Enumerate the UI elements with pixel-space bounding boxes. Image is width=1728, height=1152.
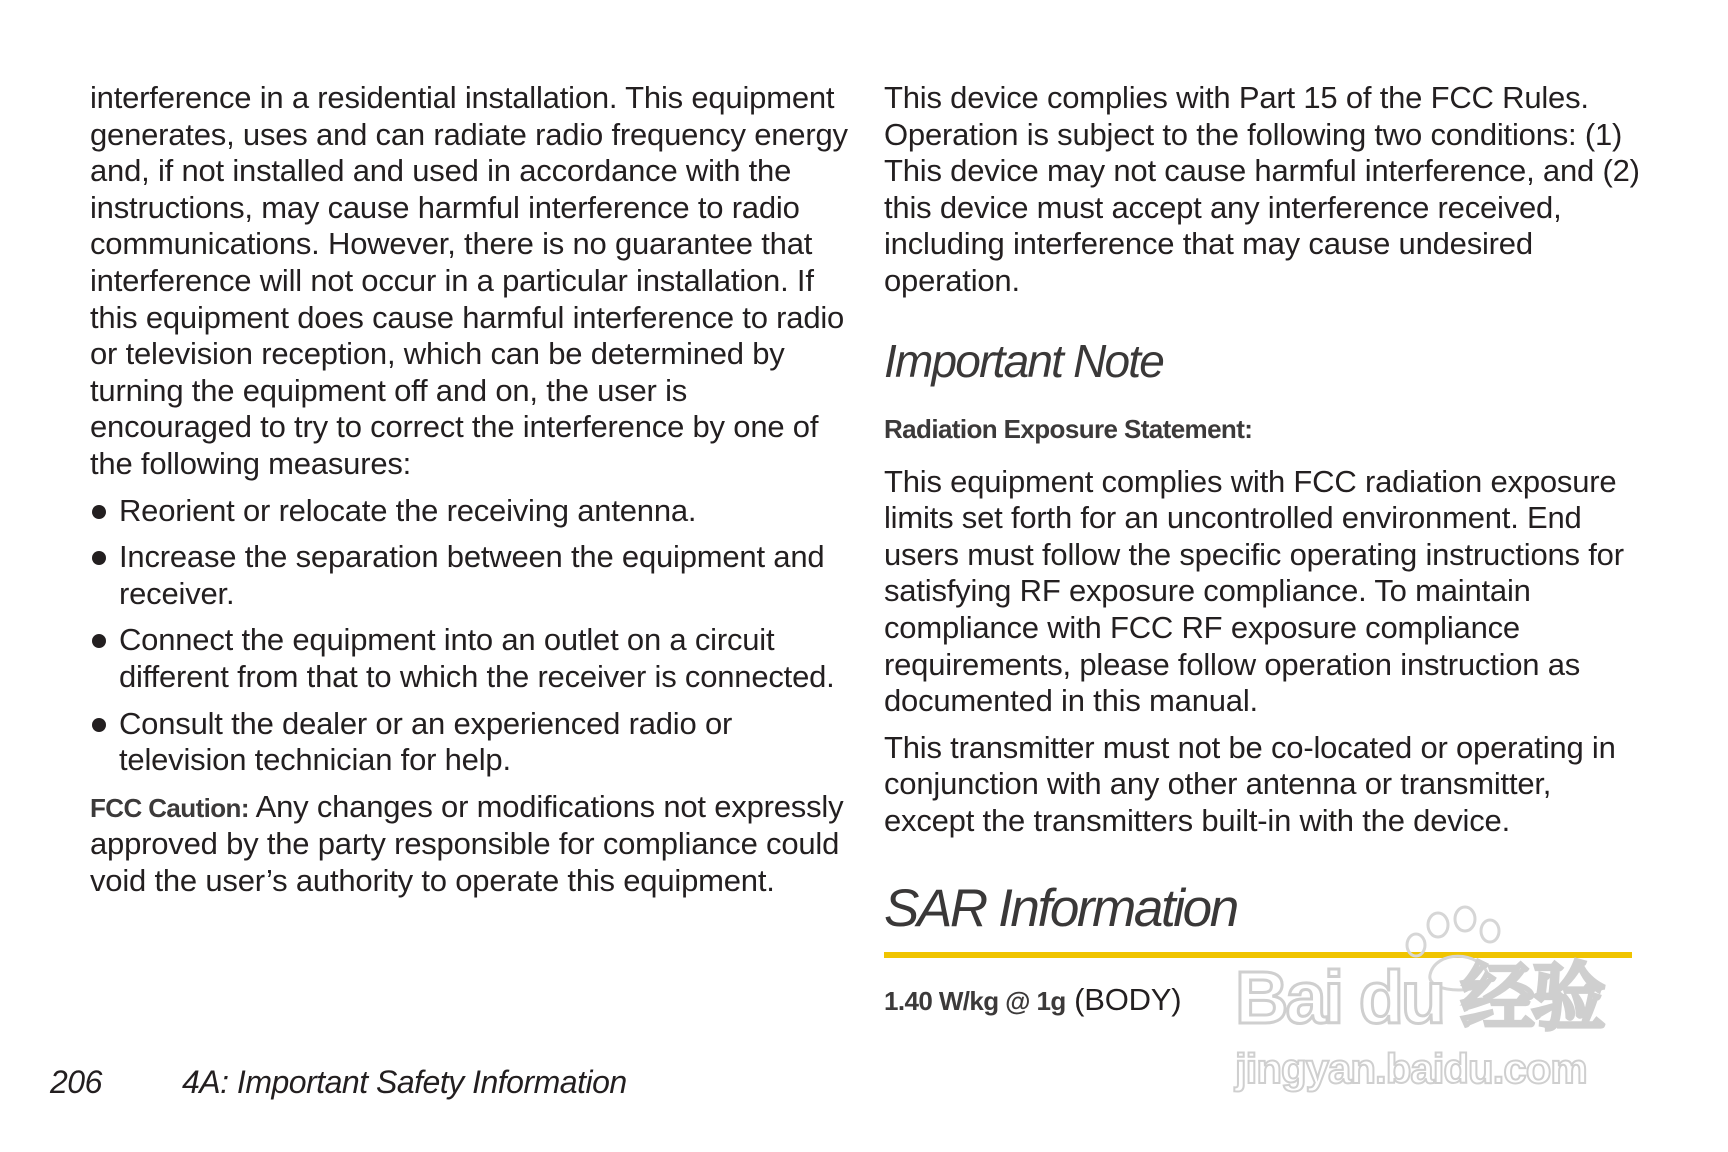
list-item-text: Increase the separation between the equipment and receiver. (119, 539, 825, 611)
fcc-caution-text: Any changes or modifications not expressly approved by the party responsible for compliance could void the user’s authority to operate this equipment. (90, 788, 844, 898)
list-item-text: Reorient or relocate the receiving antenna. (119, 492, 697, 528)
fcc-caution-paragraph (90, 789, 850, 900)
list-item (90, 539, 850, 612)
paw-toe-icon (1428, 913, 1448, 937)
page-footer (50, 1064, 627, 1101)
list-item (90, 622, 850, 695)
paw-toe-icon (1455, 907, 1475, 931)
bullet-icon (92, 551, 106, 565)
radiation-paragraph: This equipment complies with FCC radiation exposure limits set forth for an uncontrolled environment. End users must follow the specific operating instructions for satisfying RF exposure compliance. To maintain compliance with FCC RF exposure compliance requirements, please follow operation instruction as documented in this manual. (884, 463, 1624, 719)
section-title: 4A: Important Safety Information (182, 1064, 627, 1100)
left-column (90, 80, 850, 899)
list-item (90, 493, 850, 530)
intro-paragraph: interference in a residential installation. This equipment generates, uses and can radiate radio frequency energy and, if not installed and used in accordance with the instructions, may cause harmful interference to radio communications. However, there is no guarantee that interference will not occur in a particular installation. If this equipment does cause harmful interference to radio or television reception, which can be determined by turning the equipment off and on, the user is encouraged to try to correct the interference by one of the following measures: (90, 80, 848, 481)
bullet-icon (92, 718, 106, 732)
paw-toe-icon (1407, 934, 1425, 956)
important-note-heading: Important Note (884, 334, 1164, 387)
watermark-url: jingyan.baidu.com (1235, 1045, 1587, 1092)
measures-list (90, 493, 850, 779)
list-item-text: Consult the dealer or an experienced radio or television technician for help. (119, 705, 733, 778)
sar-heading: SAR Information (884, 878, 1237, 938)
transmitter-paragraph: This transmitter must not be co-located or operating in conjunction with any other antenna or transmitter, except the transmitters built-in with the device. (884, 729, 1616, 838)
sar-value-bold: 1.40 W/kg @ 1g (884, 985, 1066, 1016)
compliance-paragraph: This device complies with Part 15 of the FCC Rules. Operation is subject to the following two conditions: (1) This device may not cause harmful interference, and (2) this device must accept any interference received, including interference that may cause undesired operation. (884, 80, 1640, 298)
watermark-brand: Bai du 经验 (1235, 956, 1603, 1039)
page-number: 206 (50, 1064, 102, 1100)
paw-toe-icon (1481, 920, 1499, 942)
baidu-jingyan-watermark (1230, 895, 1650, 1095)
bullet-icon (92, 505, 106, 519)
right-column (884, 80, 1644, 1019)
radiation-statement-heading: Radiation Exposure Statement: (884, 413, 1253, 444)
sar-value-suffix: (BODY) (1065, 981, 1182, 1017)
list-item-text: Connect the equipment into an outlet on a circuit different from that to which the receiver is connected. (119, 622, 835, 694)
list-item (90, 706, 850, 779)
fcc-caution-label: FCC Caution: (90, 792, 249, 823)
bullet-icon (92, 634, 106, 648)
